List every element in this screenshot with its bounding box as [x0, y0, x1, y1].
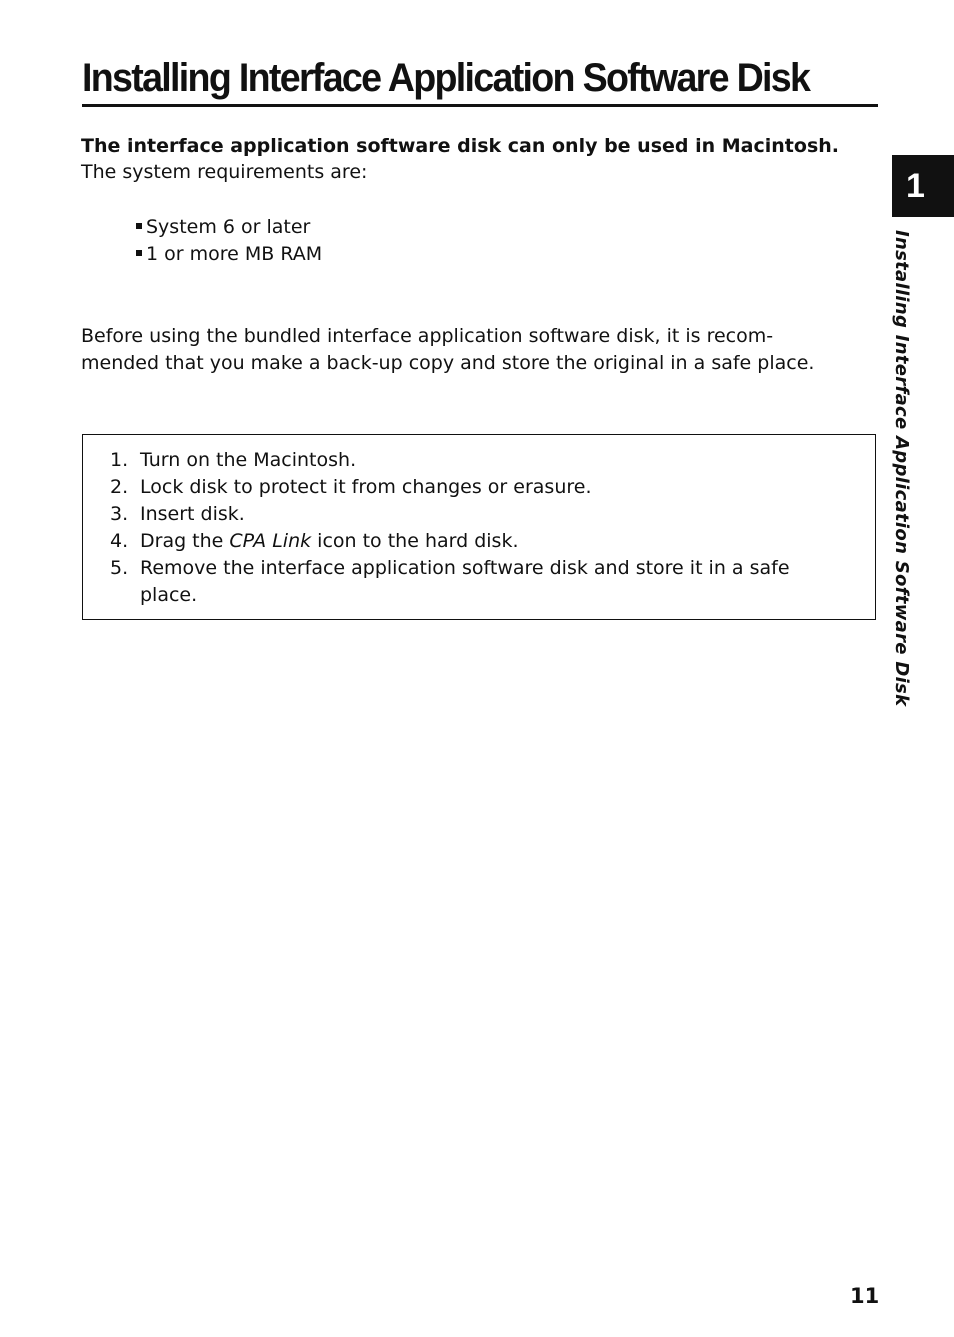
page-title: Installing Interface Application Software Disk: [82, 56, 810, 100]
requirements-intro: The system requirements are:: [81, 161, 368, 183]
list-item: 1 or more MB RAM: [136, 241, 322, 268]
title-rule: [82, 104, 878, 107]
steps-box: [82, 434, 876, 620]
step-item: 2. Lock disk to protect it from changes or erasure.: [110, 476, 592, 498]
requirements-list: [136, 214, 322, 268]
step-item: 5. Remove the interface application software disk and store it in a safe place.: [110, 557, 790, 606]
chapter-tab: 1: [892, 155, 954, 217]
steps-list: [83, 447, 863, 609]
page-number: 11: [850, 1284, 880, 1308]
step-item: 4. Drag the CPA Link icon to the hard disk.: [110, 530, 519, 552]
backup-paragraph: Before using the bundled interface application software disk, it is recom- mended that you make a back-up copy and store the original in a safe place.: [81, 325, 815, 374]
lead-statement: The interface application software disk can only be used in Macintosh.: [81, 135, 839, 157]
list-item: System 6 or later: [136, 214, 322, 241]
square-bullet-icon: [136, 250, 142, 256]
square-bullet-icon: [136, 223, 142, 229]
side-running-header: Installing Interface Application Software Disk: [891, 230, 912, 707]
step-item: 3. Insert disk.: [110, 503, 245, 525]
step-item: 1. Turn on the Macintosh.: [110, 449, 357, 471]
app-name: CPA Link: [229, 530, 312, 552]
